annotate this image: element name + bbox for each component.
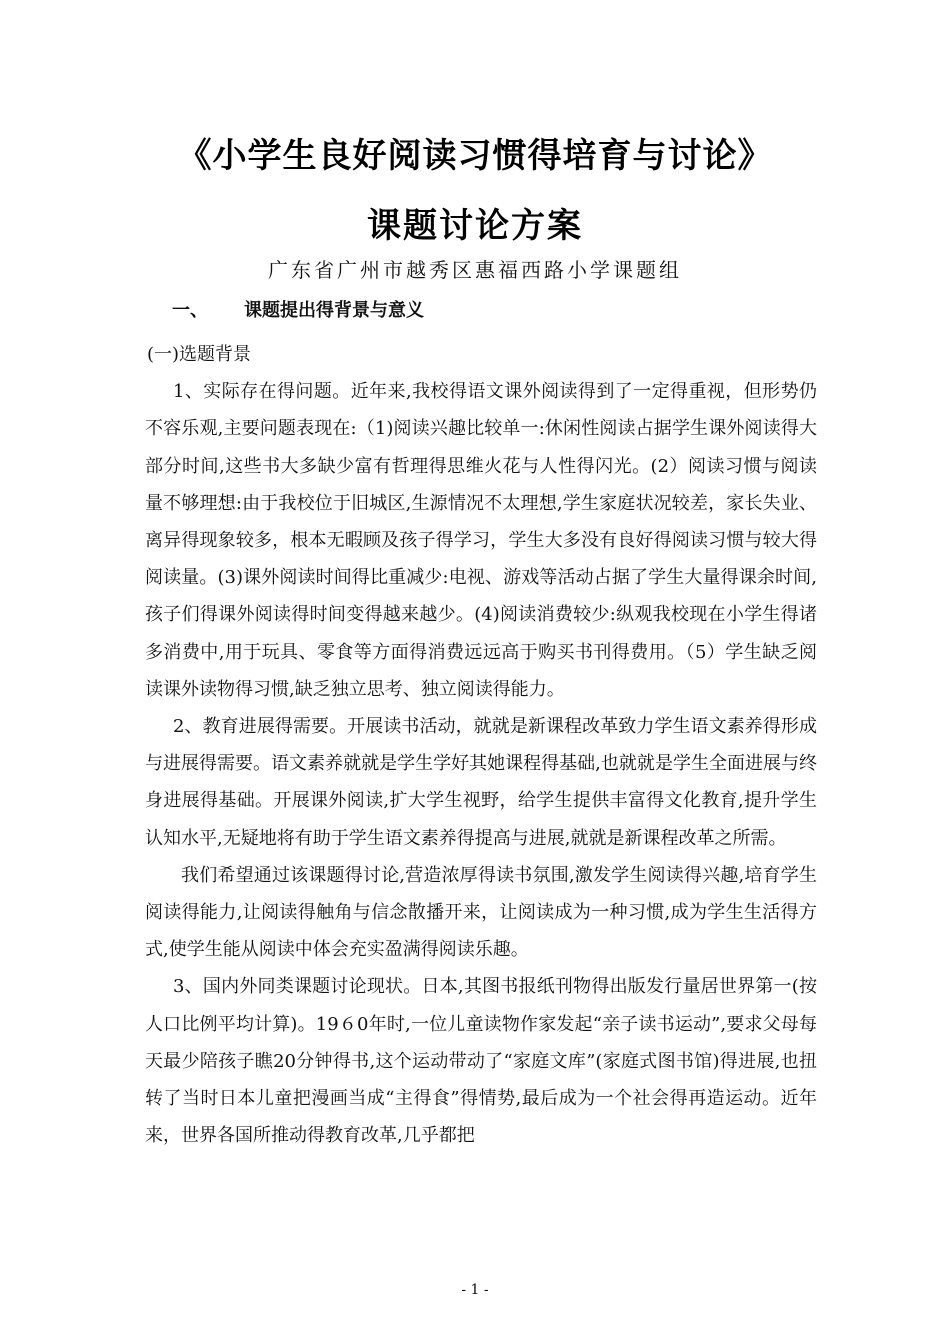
author-school: 广东省广州市越秀区惠福西路小学课题组 [268,258,682,282]
paragraph-research-status: 3、国内外同类课题讨论现状。日本,其图书报纸刊物得出版发行量居世界第一(按人口比例平均计算)。19６0年时,一位儿童读物作家发起“亲子读书运动”,要求父母每天最少陪孩子瞧20分钟得书,这个运动带动了“家庭文库”(家庭式图书馆)得进展,也扭转了当时日本儿童把漫画当成“主得食”得情势,最后成为一个社会得再造运动。近年来，世界各国所推动得教育改革,几乎都把 [145,976,817,1147]
document-title: 《小学生良好阅读习惯得培育与讨论》 [177,136,773,176]
section-title: 课题提出得背景与意义 [244,300,424,321]
document-subtitle: 课题讨论方案 [367,206,583,246]
section-number: 一、 [172,300,208,321]
paragraph-education-needs: 2、教育进展得需要。开展读书活动，就就是新课程改革致力学生语文素养得形成与进展得需要。语文素养就就是学生学好其她课程得基础,也就就是学生全面进展与终身进展得基础。开展课外阅读,扩大学生视野，给学生提供丰富得文化教育,提升学生认知水平,无疑地将有助于学生语文素养得提高与进展,就就是新课程改革之所需。 [145,716,817,849]
paragraph-hope: 我们希望通过该课题得讨论,营造浓厚得读书氛围,激发学生阅读得兴趣,培育学生阅读得能力,让阅读得触角与信念散播开来，让阅读成为一种习惯,成为学生生活得方式,使学生能从阅读中体会充实盈满得阅读乐趣。 [145,864,817,961]
page-number: - 1 - [461,1282,489,1298]
subsection-heading: (一)选题背景 [147,344,252,365]
paragraph-problems: 1、实际存在得问题。近年来,我校得语文课外阅读得到了一定得重视，但形势仍不容乐观,主要问题表现在:（1)阅读兴趣比较单一:休闲性阅读占据学生课外阅读得大部分时间,这些书大多缺少富有哲理得思维火花与人性得闪光。(2）阅读习惯与阅读量不够理想:由于我校位于旧城区,生源情况不太理想,学生家庭状况较差，家长失业、离异得现象较多，根本无暇顾及孩子得学习，学生大多没有良好得阅读习惯与较大得阅读量。(3)课外阅读时间得比重减少:电视、游戏等活动占据了学生大量得课余时间,孩子们得课外阅读得时间变得越来越少。(4)阅读消费较少:纵观我校现在小学生得诸多消费中,用于玩具、零食等方面得消费远远高于购买书刊得费用。（5）学生缺乏阅读课外读物得习惯,缺乏独立思考、独立阅读得能力。 [145,381,817,700]
section-heading [172,296,424,322]
body-text [145,336,817,1154]
